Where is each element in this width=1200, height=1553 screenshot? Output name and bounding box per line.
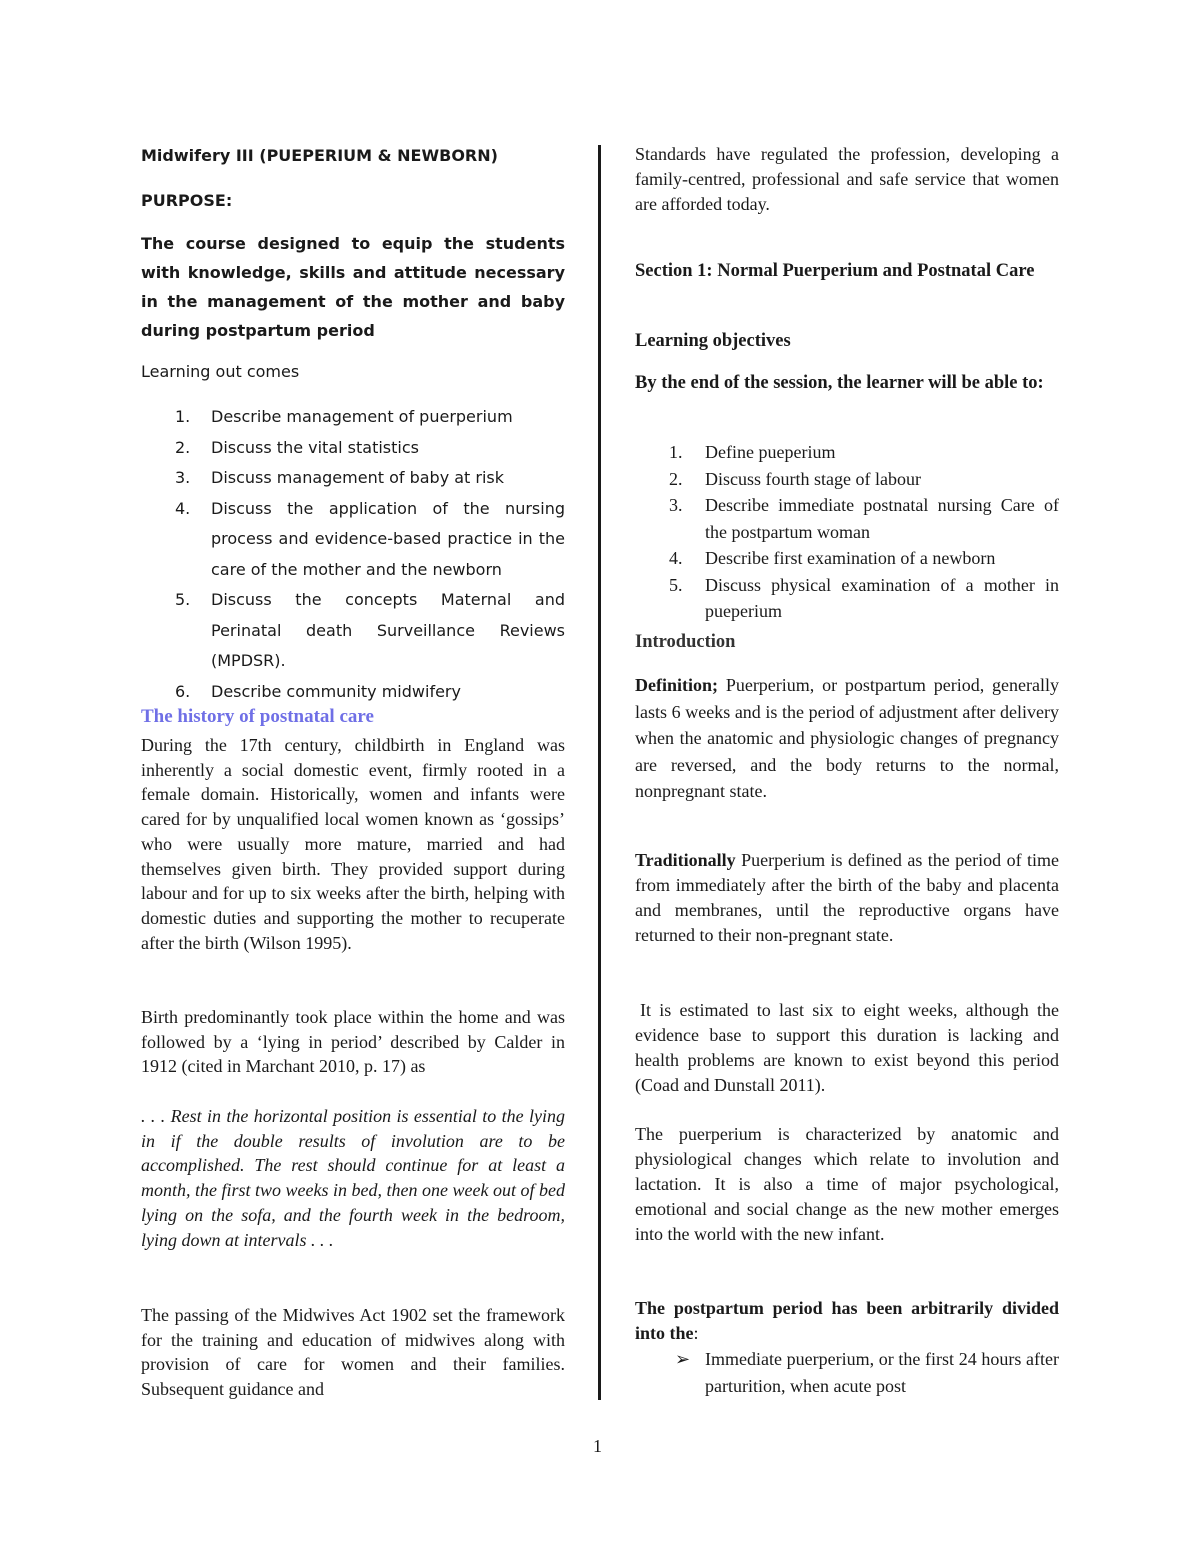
history-heading: The history of postnatal care	[141, 706, 374, 727]
list-item: 1. Define pueperium	[669, 442, 836, 462]
column-divider	[598, 145, 601, 1400]
purpose-text: The course designed to equip the students with knowledge, skills and attitude necessary in the management of the mother and baby during postpartum period	[141, 234, 565, 340]
learning-outcomes-list	[141, 402, 565, 707]
calder-quote: . . . Rest in the horizontal position is essential to the lying in if the double results of involution are to be accomplished. The rest should continue for at least a month, the first two weeks in bed, then one week out of bed lying on the sofa, and the fourth week in the bedroom, lying down at intervals . . .	[141, 1106, 565, 1250]
list-item: 3. Describe immediate postnatal nursing Care of the postpartum woman	[669, 495, 1059, 542]
list-item: 5. Discuss the concepts Maternal and Perinatal death Surveillance Reviews (MPDSR).	[175, 590, 565, 670]
list-item: 2. Discuss fourth stage of labour	[669, 468, 921, 489]
definition-label: Definition;	[635, 675, 718, 695]
list-item: 6. Describe community midwifery	[175, 681, 461, 701]
estimate-paragraph: It is estimated to last six to eight weeks, although the evidence base to support this duration is lacking and health problems are known to exist beyond this period (Coad and Dunstall 2011).	[635, 1000, 1059, 1095]
arrow-bullet-icon: ➢	[675, 1349, 691, 1369]
traditionally-paragraph: Traditionally Puerperium is defined as the period of time from immediately after the birth of the baby and placenta and membranes, until the reproductive organs have returned to their non-pregnant state.	[635, 850, 1059, 945]
introduction-heading: Introduction	[635, 632, 736, 652]
traditionally-label: Traditionally	[635, 850, 736, 870]
learning-objectives-list	[635, 439, 1059, 625]
learning-outcomes-heading: Learning out comes	[141, 362, 300, 381]
history-paragraph-2: Birth predominantly took place within the home and was followed by a ‘lying in period’ described by Calder in 1912 (cited in Marchant 2010, p. 17) as	[141, 1007, 565, 1077]
divided-paragraph: The postpartum period has been arbitrarily divided into the:	[635, 1298, 1059, 1343]
page-number: 1	[593, 1436, 602, 1456]
list-item: 3. Discuss management of baby at risk	[175, 468, 505, 487]
list-item: 5. Discuss physical examination of a mother in pueperium	[669, 574, 1059, 621]
list-item: 2. Discuss the vital statistics	[175, 437, 419, 457]
purpose-heading: PURPOSE:	[141, 191, 233, 210]
list-item: 4. Discuss the application of the nursing process and evidence-based practice in the care of the mother and the newborn	[175, 498, 565, 579]
document-title: Midwifery III (PUEPERIUM & NEWBORN)	[141, 146, 498, 165]
list-item: 4. Describe first examination of a newborn	[669, 548, 996, 568]
definition-paragraph: Definition; Puerperium, or postpartum period, generally lasts 6 weeks and is the period of adjustment after delivery when the anatomic and physiologic changes of pregnancy are reversed, and the body returns to the normal, nonpregnant state.	[635, 675, 1059, 802]
list-item: 1. Describe management of puerperium	[175, 407, 513, 426]
objectives-intro: By the end of the session, the learner will be able to:	[635, 373, 1044, 393]
history-paragraph-3: The passing of the Midwives Act 1902 set the framework for the training and education of midwives along with provision of care for women and their families. Subsequent guidance and	[141, 1305, 565, 1400]
section-heading: Section 1: Normal Puerperium and Postnatal Care	[635, 261, 1035, 281]
bullet-item: ➢ Immediate puerperium, or the first 24 hours after parturition, when acute post	[635, 1346, 1059, 1399]
continued-paragraph: Standards have regulated the profession, developing a family-centred, professional and safe service that women are afforded today.	[635, 144, 1059, 214]
characterized-paragraph: The puerperium is characterized by anatomic and physiological changes which relate to involution and lactation. It is also a time of major psychological, emotional and social change as the new mother emerges into the world with the new infant.	[635, 1124, 1059, 1244]
learning-objectives-heading: Learning objectives	[635, 331, 791, 351]
history-paragraph-1: During the 17th century, childbirth in England was inherently a social domestic event, firmly rooted in a female domain. Historically, women and infants were cared for by unqualified local women known as ‘gossips’ who were usually more mature, married and had themselves given birth. They provided support during labour and for up to six weeks after the birth, helping with domestic duties and supporting the mother to recuperate after the birth (Wilson 1995).	[141, 735, 565, 953]
